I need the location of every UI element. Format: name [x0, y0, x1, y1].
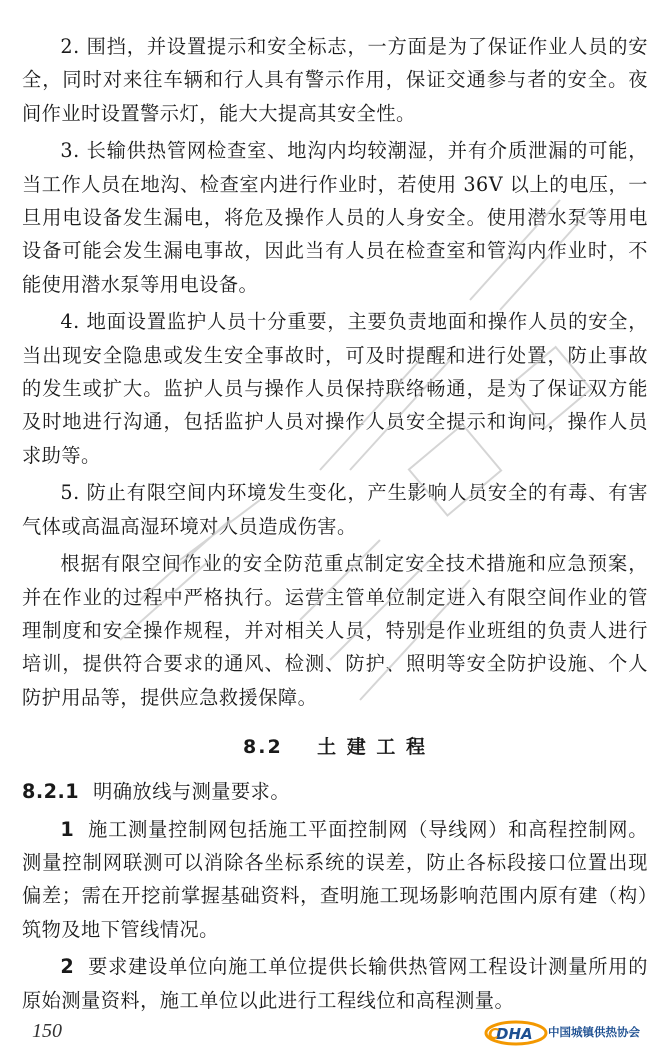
list-item-number: 1 — [60, 817, 75, 841]
list-item-text: 施工测量控制网包括施工平面控制网（导线网）和高程控制网。测量控制网联测可以消除各坐标系统的误差，防止各标段接口位置出现偏差；需在开挖前掌握基础资料，查明施工现场影响范围内原有建（构）筑物及地下管线情况。 — [22, 817, 648, 941]
paragraph-item-5: 5. 防止有限空间内环境发生变化，产生影响人员安全的有毒、有害气体或高温高湿环境对人员造成伤害。 — [22, 481, 648, 538]
section-heading — [22, 732, 648, 759]
clause-number: 8.2.1 — [22, 780, 80, 804]
logo-org-name: 中国城镇供热协会 — [548, 1025, 640, 1039]
section-number: 8.2 — [243, 736, 283, 759]
section-title: 土 建 工 程 — [317, 736, 427, 759]
page-body — [22, 30, 648, 1021]
list-item-2 — [22, 950, 648, 1017]
list-item-text: 要求建设单位向施工单位提供长输供热管网工程设计测量所用的原始测量资料，施工单位以此进行工程线位和高程测量。 — [22, 955, 648, 1012]
clause-text: 明确放线与测量要求。 — [93, 780, 291, 804]
page-number: 150 — [32, 1020, 62, 1042]
list-item-number: 2 — [60, 955, 75, 979]
paragraph-item-3: 3. 长输供热管网检查室、地沟内均较潮湿，并有介质泄漏的可能，当工作人员在地沟、检查室内进行作业时，若使用 36V 以上的电压，一旦用电设备发生漏电，将危及操作人员的人身安全。使用潜水泵等用电设备可能会发生漏电事故，因此当有人员在检查室和管沟内作业时，不能使用潜水泵等用电设备。 — [22, 139, 648, 296]
list-item-1 — [22, 813, 648, 947]
svg-text:C: C — [488, 1025, 500, 1043]
paragraph-item-4: 4. 地面设置监护人员十分重要，主要负责地面和操作人员的安全，当出现安全隐患或发生安全事故时，可及时提醒和进行处置，防止事故的发生或扩大。监护人员与操作人员保持联络畅通，是为了保证双方能及时地进行沟通，包括监护人员对操作人员安全提示和询问，操作人员求助等。 — [22, 310, 648, 467]
paragraph-summary: 根据有限空间作业的安全防范重点制定安全技术措施和应急预案，并在作业的过程中严格执行。运营主管单位制定进入有限空间作业的管理制度和安全操作规程，并对相关人员，特别是作业班组的负责人进行培训，提供符合要求的通风、检测、防护、照明等安全防护设施、个人防护用品等，提供应急救援保障。 — [22, 552, 648, 709]
paragraph-item-2: 2. 围挡，并设置提示和安全标志，一方面是为了保证作业人员的安全，同时对来往车辆和行人具有警示作用，保证交通参与者的安全。夜间作业时设置警示灯，能大大提高其安全性。 — [22, 35, 648, 125]
clause-heading — [22, 775, 648, 808]
svg-text:DHA: DHA — [496, 1025, 533, 1043]
